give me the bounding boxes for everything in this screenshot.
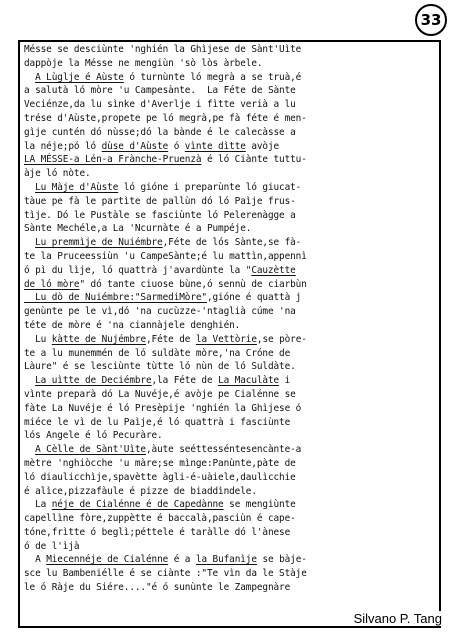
text-line [24, 471, 444, 485]
text-line [24, 250, 444, 264]
underlined-phrase: Cauzètte [251, 264, 296, 276]
text-segment: le ó Ràje du Siére...."é ó sunùnte le Zampegnàre [24, 582, 291, 594]
text-segment: sce lu Bambeniélle é se ciànte :"Te vìn da le Stàje [24, 568, 307, 580]
text-line [24, 291, 444, 305]
text-line [24, 167, 444, 181]
text-segment: ó turnùnte ló megrà a se truà,é [123, 71, 302, 83]
text-line [24, 222, 444, 236]
page-number: 33 [420, 11, 442, 29]
text-line [24, 278, 444, 292]
text-segment: te la Pruceessiùn 'u CampeSànte;é lu mattìn,appennì [24, 250, 307, 262]
text-segment: àje ló nòte. [24, 168, 91, 180]
text-line [24, 526, 444, 540]
text-segment: ó de l'ìjà [24, 540, 80, 552]
text-segment: ó [168, 140, 185, 152]
text-segment: la néje;pó ló [24, 140, 102, 152]
underlined-phrase: vìnte dìtte [184, 140, 246, 152]
text-segment: é ló Ciànte tuttu- [201, 154, 307, 166]
text-segment: Lu [24, 333, 52, 345]
text-segment: fàte La Nuvéje é ló Presèpije 'nghién la Ghìjese ó [24, 402, 302, 414]
text-line [24, 236, 444, 250]
text-segment: ó pì du lìje, ló quattrà j'avardùnte la " [24, 264, 252, 276]
text-segment [24, 444, 35, 455]
text-line [24, 126, 444, 140]
text-line [24, 140, 444, 154]
document-body [24, 43, 444, 595]
underlined-phrase: dùse d'Aùste [101, 140, 169, 152]
text-line [24, 71, 444, 85]
text-line [24, 443, 444, 457]
text-segment: te a lu munemmén de ló suldàte mòre,'na Cróne de [24, 347, 291, 359]
underlined-phrase: néje de Cialénne é de Capedànne [51, 499, 224, 511]
text-line [24, 429, 444, 443]
text-segment: é alìce,pizzafàule é pizze de biaddìndele. [24, 485, 257, 497]
text-line [24, 333, 444, 347]
text-line [24, 319, 444, 333]
text-segment: é a [168, 554, 196, 566]
text-segment: i [279, 375, 291, 387]
text-segment [24, 182, 35, 193]
page-number-badge [415, 4, 447, 36]
text-line [24, 84, 444, 98]
text-segment: Sànte Mechéle,a La 'Ncurnàte é a Pumpéje. [24, 223, 252, 235]
text-segment: genùnte pe le vì,dó 'na cucùzze-'ntaglià cúme 'na [24, 306, 296, 318]
text-segment: lós Angele é ló Pecuràre. [24, 430, 163, 442]
underlined-phrase: la Bufanìje [195, 554, 257, 566]
underlined-phrase: La Maculàte [218, 375, 280, 387]
underlined-phrase: Miecennéje de Cialénne [46, 554, 169, 566]
text-line [24, 264, 444, 278]
text-segment: ló diaulicchìje,spavètte àgli-é-uàiele,daulìcchie [24, 471, 296, 483]
text-line [24, 416, 444, 430]
text-line [24, 43, 444, 57]
text-segment: ,àute seéttesséntesencànte-a [145, 444, 302, 456]
text-segment: tìje. Dó le Pustàle se fasciùnte ló Pelerenàgge a [24, 209, 296, 221]
text-line [24, 498, 444, 512]
text-segment [24, 72, 35, 83]
text-line [24, 209, 444, 223]
underlined-phrase: la Vettòrie [195, 333, 257, 345]
underlined-phrase: Lu dò de Nuiémbre:"SarmediMòre" [24, 292, 207, 304]
text-segment: Làure" é se lesciùnte tùtte ló nùn de ló Suldàte. [24, 361, 296, 373]
text-segment: miéce le vì de lu Paìje,é ló quattrà i fasciùnte [24, 416, 291, 428]
text-segment: Veciénze,da lu sìnke d'Averlje i fìtte verià a lu [24, 99, 296, 111]
text-line [24, 153, 444, 167]
text-line [24, 181, 444, 195]
underlined-phrase: A Cèlle de Sànt'Uìte [35, 444, 146, 456]
text-segment: ló gióne i preparùnte ló giucat- [118, 181, 302, 193]
underlined-phrase: Lu premmìje de Nuiémbre [35, 237, 163, 249]
text-line [24, 57, 444, 71]
text-line [24, 512, 444, 526]
underlined-phrase: A Lùglje é Aùste [35, 71, 124, 83]
text-segment: capellìne fòre,zuppètte é baccalà,pasciùn é cape- [24, 513, 296, 525]
text-segment: ,Féte de [146, 333, 196, 345]
text-segment: se bàje- [256, 554, 307, 566]
text-segment: gìje cuntén dó nùsse;dó la bànde é le calecàsse a [24, 126, 296, 138]
text-line [24, 195, 444, 209]
underlined-phrase: kàtte de Nujémbre [51, 333, 146, 345]
text-line [24, 553, 444, 567]
text-line [24, 374, 444, 388]
text-segment: " dó tante ciuose bùne,ó sennù de ciarbùn [79, 278, 307, 290]
text-segment: La [24, 499, 52, 511]
text-line [24, 360, 444, 374]
text-segment: ,Féte de lós Sànte,se fà- [162, 237, 302, 249]
text-line [24, 112, 444, 126]
text-line [24, 98, 444, 112]
underlined-phrase: LA MÉSSE-a Lén-a Frànche-Pruenzà [24, 154, 202, 166]
text-segment: avòje [245, 140, 280, 152]
text-segment: tóne,frìtte ó beglì;péttele é taràlle dó l'ànese [24, 526, 291, 538]
text-line [24, 567, 444, 581]
underlined-phrase: Lu Màje d'Aùste [35, 181, 119, 193]
text-segment [24, 375, 35, 386]
text-segment: Mésse se desciùnte 'nghién la Ghìjese de Sànt'Uìte [24, 44, 302, 55]
text-segment: a salutà ló mòre 'u Campesànte. La Féte de Sànte [24, 85, 296, 97]
text-segment: téte de mòre é 'na ciannàjele denghién. [24, 319, 241, 331]
text-segment: trése d'Aùste,propete pe ló megrà,pe fà féte é men- [24, 112, 307, 124]
signature: Silvano P. Tang [353, 611, 442, 626]
underlined-phrase: La uìtte de Deciémbre [35, 375, 152, 387]
text-line [24, 388, 444, 402]
text-segment: vìnte preparà dó La Nuvéje,é avòje pe Cialénne se [24, 388, 296, 400]
text-segment: ,gióne é quattà j [206, 292, 302, 304]
text-line [24, 540, 444, 554]
text-line [24, 347, 444, 361]
text-line [24, 305, 444, 319]
text-line [24, 457, 444, 471]
text-segment: tàue pe fà le partìte de pallùn dó ló Paìje frus- [24, 195, 296, 207]
text-segment: mètre 'nghiòcche 'u màre;se mìnge:Panùnte,pàte de [24, 457, 296, 469]
text-line [24, 402, 444, 416]
text-segment: se mengiùnte [223, 499, 296, 511]
text-segment: A [24, 554, 47, 566]
text-line [24, 485, 444, 499]
text-segment [24, 237, 35, 248]
text-segment: ,la Féte de [151, 375, 219, 387]
text-segment: dappòje la Mésse ne mengiùn 'sò lòs àrbele. [24, 57, 263, 69]
text-line [24, 581, 444, 595]
text-segment: ,se pòre- [256, 333, 307, 345]
underlined-phrase: de ló mòre [24, 278, 80, 290]
